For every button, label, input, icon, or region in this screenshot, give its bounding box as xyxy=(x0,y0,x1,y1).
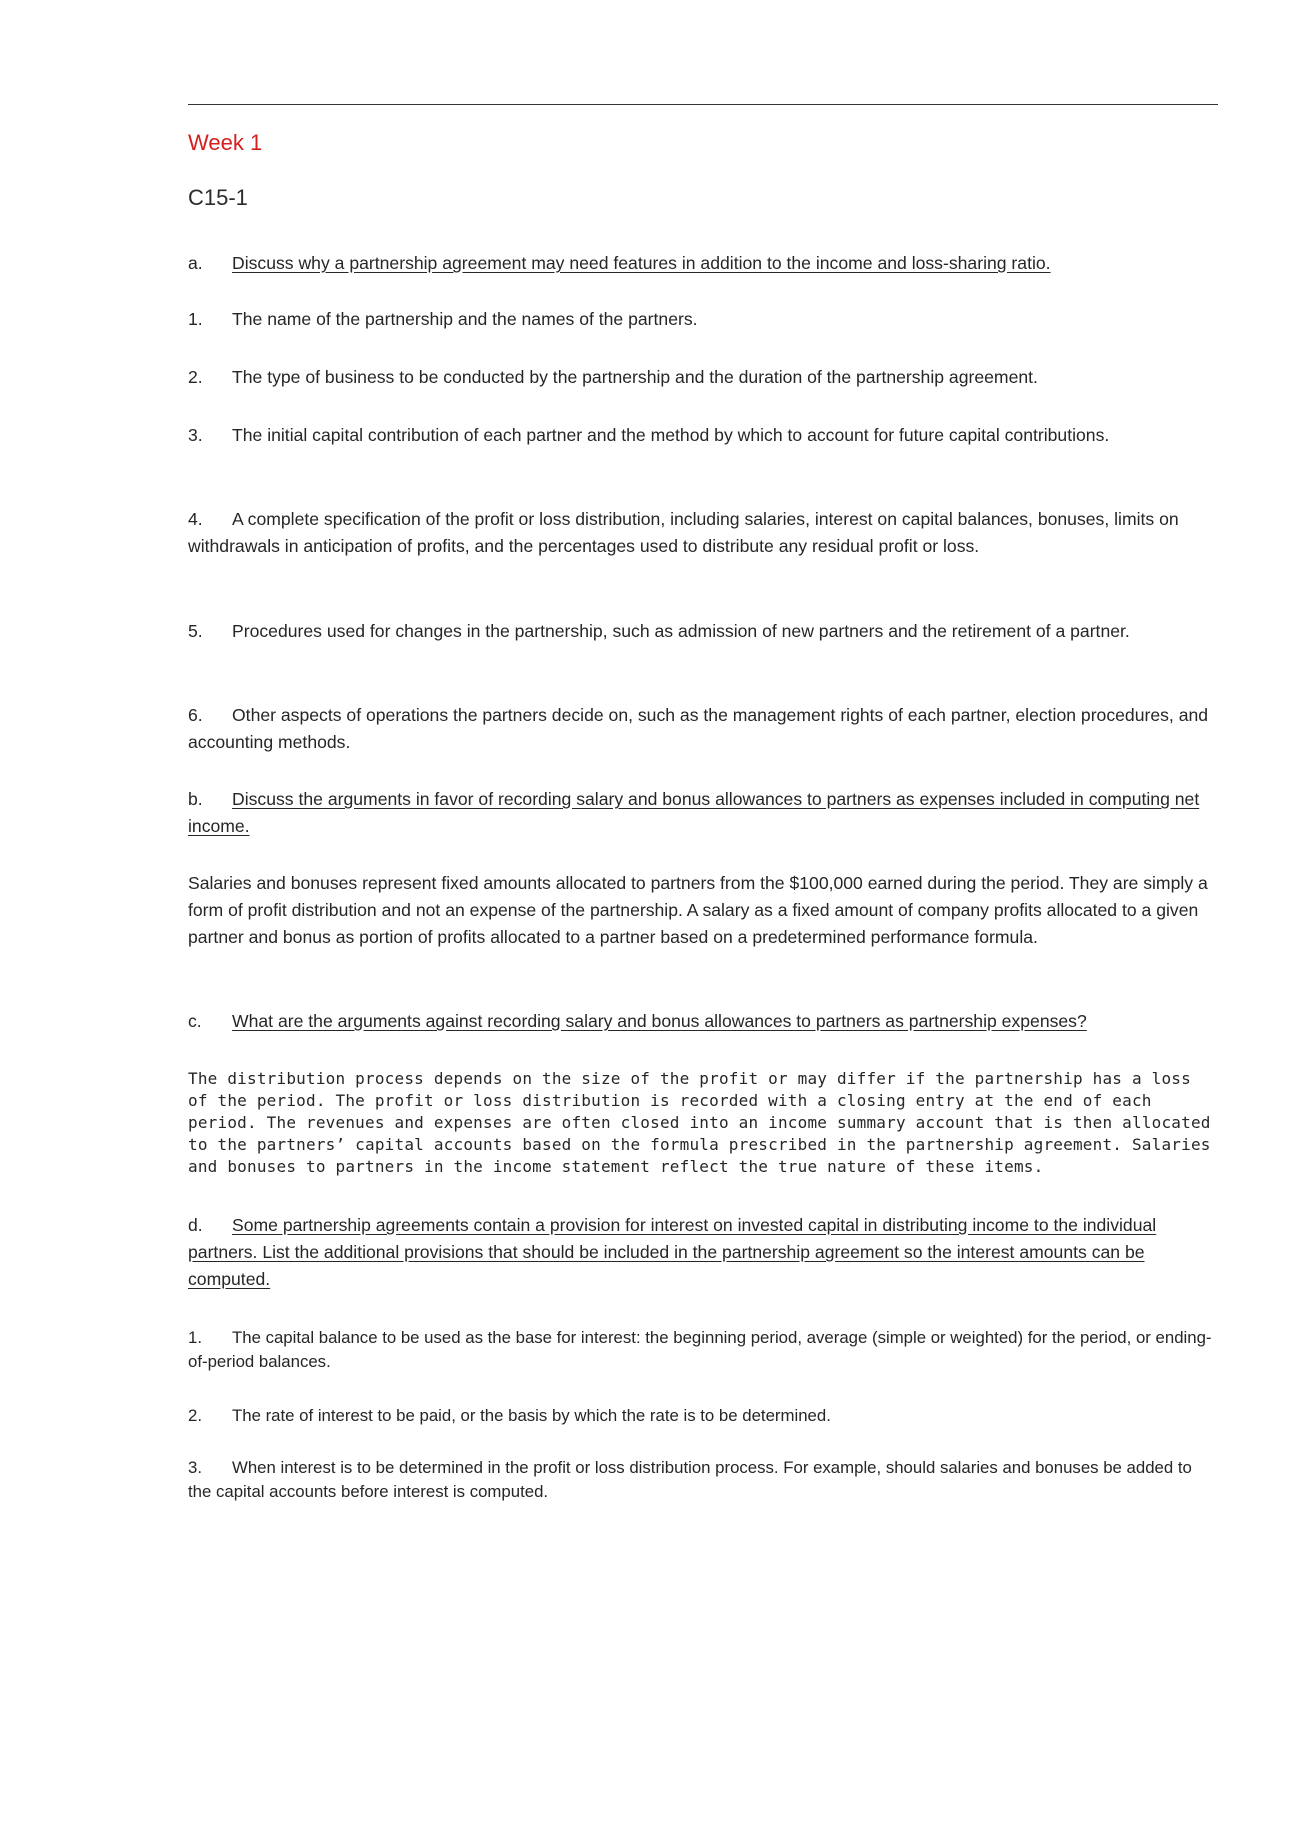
exercise-code: C15-1 xyxy=(188,185,248,210)
list-item-text: The initial capital contribution of each partner and the method by which to account for future capital contributions. xyxy=(232,425,1110,445)
list-item xyxy=(188,422,1218,449)
list-item-text: The capital balance to be used as the base for interest: the beginning period, average (simple or weighted) for the period, or ending-of-period balances. xyxy=(188,1328,1212,1371)
question-a-text: Discuss why a partnership agreement may need features in addition to the income and loss-sharing ratio. xyxy=(232,253,1051,273)
list-item-marker: 3. xyxy=(188,1458,202,1477)
question-b-text: Discuss the arguments in favor of recording salary and bonus allowances to partners as expenses included in computing net income. xyxy=(188,789,1200,836)
list-item xyxy=(188,1326,1218,1374)
list-item-marker: 1. xyxy=(188,309,203,329)
list-item-text: Other aspects of operations the partners decide on, such as the management rights of each partner, election procedures, and accounting methods. xyxy=(188,705,1209,752)
list-item-text: A complete specification of the profit or loss distribution, including salaries, interest on capital balances, bonuses, limits on withdrawals in anticipation of profits, and the percentages used to distribute any residual profit or loss. xyxy=(188,509,1179,556)
list-item xyxy=(188,364,1218,391)
question-b xyxy=(188,786,1218,840)
question-c-marker: c. xyxy=(188,1011,202,1031)
list-item-marker: 3. xyxy=(188,425,203,445)
question-b-marker: b. xyxy=(188,789,203,809)
list-item-marker: 1. xyxy=(188,1328,202,1347)
list-item-marker: 4. xyxy=(188,509,203,529)
question-a-marker: a. xyxy=(188,253,203,273)
list-item xyxy=(188,618,1218,645)
list-item xyxy=(188,702,1218,756)
list-item-marker: 2. xyxy=(188,1406,202,1425)
list-item-text: The name of the partnership and the names of the partners. xyxy=(232,309,698,329)
list-item-text: Procedures used for changes in the partnership, such as admission of new partners and the retirement of a partner. xyxy=(232,621,1130,641)
question-c xyxy=(188,1008,1218,1035)
list-item xyxy=(188,1404,1218,1428)
question-d xyxy=(188,1212,1218,1293)
list-item-text: The rate of interest to be paid, or the basis by which the rate is to be determined. xyxy=(232,1406,831,1425)
question-d-text: Some partnership agreements contain a provision for interest on invested capital in distributing income to the individual partners. List the additional provisions that should be included in the partnership agreement so the interest amounts can be computed. xyxy=(188,1215,1157,1289)
answer-b: Salaries and bonuses represent fixed amounts allocated to partners from the $100,000 earned during the period. They are simply a form of profit distribution and not an expense of the partnership. A salary as a fixed amount of company profits allocated to a given partner and bonus as portion of profits allocated to a partner based on a predetermined performance formula. xyxy=(188,873,1208,947)
answer-c: The distribution process depends on the size of the profit or may differ if the partnership has a loss of the period. The profit or loss distribution is recorded with a closing entry at the end of each period. The revenues and expenses are often closed into an income summary account that is then allocated to the partners’ capital accounts based on the formula prescribed in the partnership agreement. Salaries and bonuses to partners in the income statement reflect the true nature of these items. xyxy=(188,1069,1211,1176)
list-item xyxy=(188,506,1218,560)
list-item xyxy=(188,306,1218,333)
list-item-marker: 6. xyxy=(188,705,203,725)
list-item-marker: 5. xyxy=(188,621,203,641)
header-rule xyxy=(188,104,1218,105)
question-d-marker: d. xyxy=(188,1215,203,1235)
question-c-text: What are the arguments against recording salary and bonus allowances to partners as partnership expenses? xyxy=(232,1011,1087,1031)
list-item-marker: 2. xyxy=(188,367,203,387)
question-a xyxy=(188,250,1218,277)
list-item-text: The type of business to be conducted by the partnership and the duration of the partnership agreement. xyxy=(232,367,1038,387)
list-item xyxy=(188,1456,1218,1504)
list-item-text: When interest is to be determined in the profit or loss distribution process. For example, should salaries and bonuses be added to the capital accounts before interest is computed. xyxy=(188,1458,1192,1501)
week-heading: Week 1 xyxy=(188,130,263,155)
